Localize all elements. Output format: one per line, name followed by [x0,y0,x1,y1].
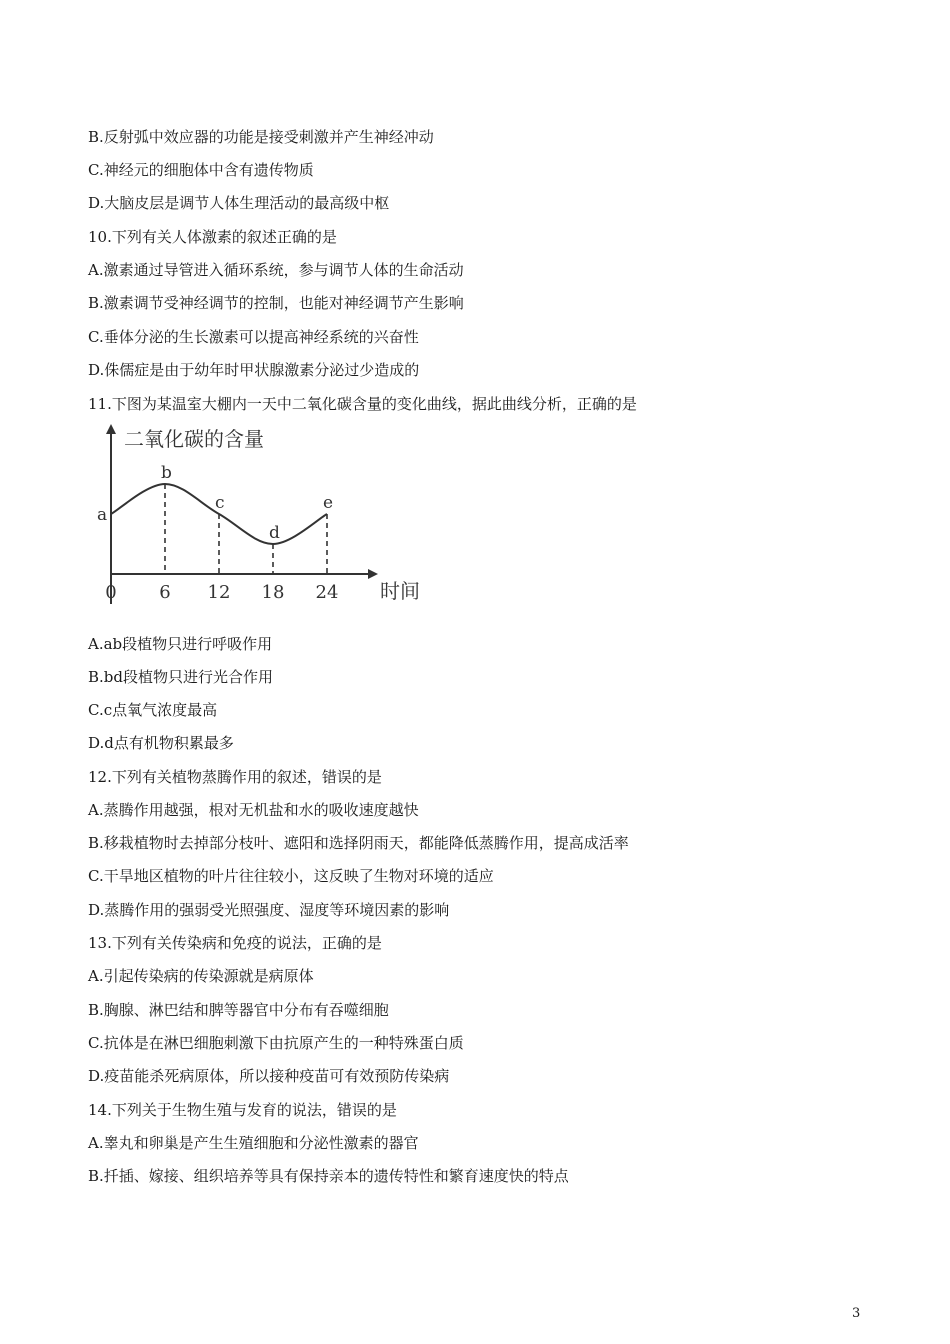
x-axis-arrow [368,569,378,579]
text-line: B.激素调节受神经调节的控制，也能对神经调节产生影响 [88,294,464,312]
question-12-stem: 12.下列有关植物蒸腾作用的叙述，错误的是 [88,768,382,786]
x-tick-label: 18 [261,582,285,603]
option-text: D.d点有机物积累最多 [88,734,234,752]
question-11-stem: 11.下图为某温室大棚内一天中二氧化碳含量的变化曲线，据此曲线分析，正确的是 [88,395,637,413]
question-14-stem: 14.下列关于生物生殖与发育的说法，错误的是 [88,1101,397,1119]
text-line: C.垂体分泌的生长激素可以提高神经系统的兴奋性 [88,328,419,346]
x-tick-label: 0 [105,582,117,603]
option-text: D.疫苗能杀死病原体，所以接种疫苗可有效预防传染病 [88,1067,450,1085]
text-line: C.神经元的细胞体中含有遗传物质 [88,161,314,179]
chart-title: 二氧化碳的含量 [124,427,264,451]
point-label-d: d [269,523,280,543]
x-axis-label: 时间 [380,579,420,603]
question-10-stem: 10.下列有关人体激素的叙述正确的是 [88,228,337,246]
option-text: B.移栽植物时去掉部分枝叶、遮阳和选择阴雨天，都能降低蒸腾作用，提高成活率 [88,834,629,852]
option-text: B.胸腺、淋巴结和脾等器官中分布有吞噬细胞 [88,1001,389,1019]
point-label-b: b [161,463,172,483]
x-tick-label: 24 [315,582,339,603]
x-tick-label: 6 [159,582,171,603]
text-line: B.反射弧中效应器的功能是接受刺激并产生神经冲动 [88,128,434,146]
option-text: B.扦插、嫁接、组织培养等具有保持亲本的遗传特性和繁育速度快的特点 [88,1167,569,1185]
point-label-a: a [97,505,108,525]
text-line: D.大脑皮层是调节人体生理活动的最高级中枢 [88,194,390,212]
option-text: C.干旱地区植物的叶片往往较小，这反映了生物对环境的适应 [88,867,494,885]
point-label-c: c [215,493,225,513]
option-text: A.睾丸和卵巢是产生生殖细胞和分泌性激素的器官 [88,1134,419,1152]
option-text: C.c点氧气浓度最高 [88,701,218,719]
option-text: B.bd段植物只进行光合作用 [88,668,273,686]
question-13-stem: 13.下列有关传染病和免疫的说法，正确的是 [88,934,382,952]
option-text: A.蒸腾作用越强，根对无机盐和水的吸收速度越快 [88,801,419,819]
option-text: C.抗体是在淋巴细胞刺激下由抗原产生的一种特殊蛋白质 [88,1034,464,1052]
co2-chart [92,422,432,612]
y-axis-arrow [106,424,116,434]
option-text: D.蒸腾作用的强弱受光照强度、湿度等环境因素的影响 [88,901,450,919]
x-tick-label: 12 [207,582,231,603]
page-number: 3 [852,1306,861,1321]
text-line: D.侏儒症是由于幼年时甲状腺激素分泌过少造成的 [88,361,420,379]
point-label-e: e [323,493,334,513]
option-text: A.引起传染病的传染源就是病原体 [88,967,314,985]
option-text: A.ab段植物只进行呼吸作用 [88,635,273,653]
text-line: A.激素通过导管进入循环系统，参与调节人体的生命活动 [88,261,464,279]
